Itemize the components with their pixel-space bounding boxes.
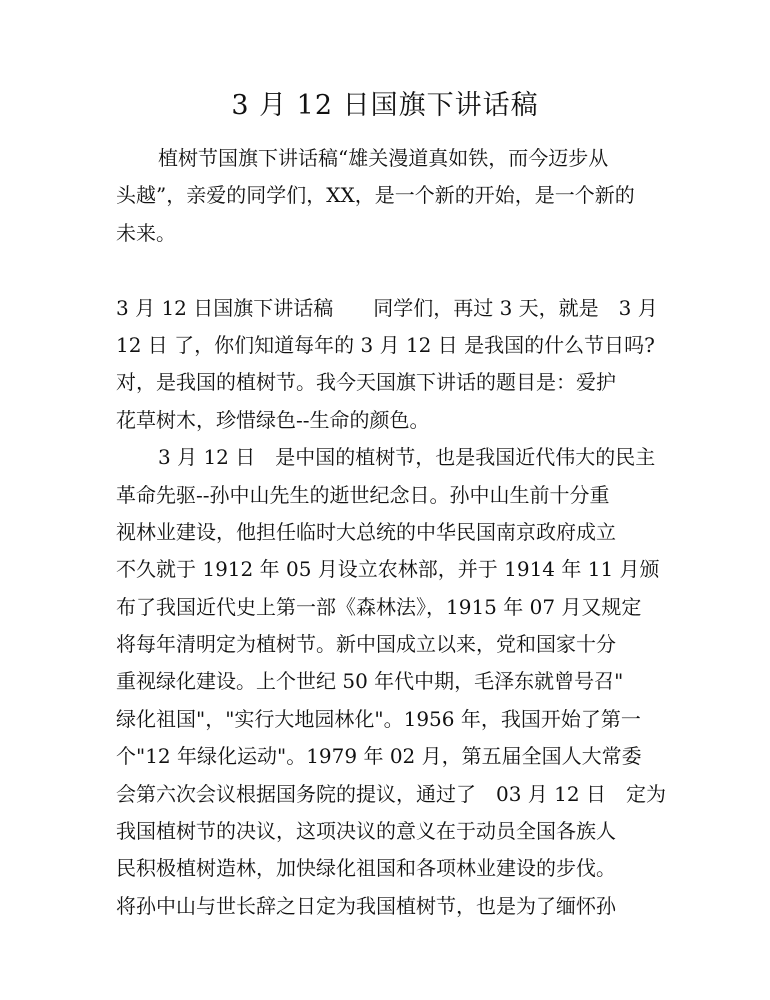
text-line: 花草树木，珍惜绿色--生命的颜色。	[116, 407, 430, 432]
text-line: 3 月 12 日国旗下讲话稿 同学们，再过 3 天，就是 3 月	[116, 295, 658, 320]
text-line: 对，是我国的植树节。我今天国旗下讲话的题目是：爱护	[116, 370, 616, 395]
text-line: 将孙中山与世长辞之日定为我国植树节，也是为了缅怀孙	[116, 893, 616, 918]
text-line: 视林业建设，他担任临时大总统的中华民国南京政府成立	[116, 519, 616, 544]
text-line: 会第六次会议根据国务院的提议，通过了 03 月 12 日 定为	[116, 781, 666, 806]
text-line: 不久就于 1912 年 05 月设立农林部，并于 1914 年 11 月颁	[116, 557, 660, 582]
document-title: 3 月 12 日国旗下讲话稿	[231, 90, 539, 121]
text-line: 3 月 12 日 是中国的植树节，也是我国近代伟大的民主	[158, 445, 656, 470]
paragraph-gap	[116, 252, 664, 289]
text-line: 12 日 了，你们知道每年的 3 月 12 日 是我国的什么节日吗?	[116, 332, 655, 357]
text-line: 将每年清明定为植树节。新中国成立以来，党和国家十分	[116, 632, 616, 657]
text-line: 革命先驱--孙中山先生的逝世纪念日。孙中山生前十分重	[116, 482, 610, 507]
document-body	[116, 140, 664, 925]
text-line: 未来。	[116, 220, 176, 245]
text-line: 头越”，亲爱的同学们，XX，是一个新的开始，是一个新的	[116, 183, 635, 208]
text-line: 重视绿化建设。上个世纪 50 年代中期，毛泽东就曾号召"	[116, 669, 624, 694]
text-line: 植树节国旗下讲话稿“雄关漫道真如铁，而今迈步从	[158, 146, 609, 170]
paragraph-intro	[116, 140, 664, 252]
text-line: 民积极植树造林，加快绿化祖国和各项林业建设的步伐。	[116, 856, 616, 881]
text-line: 绿化祖国"，"实行大地园林化"。1956 年，我国开始了第一	[116, 706, 641, 731]
text-line: 个"12 年绿化运动"。1979 年 02 月，第五届全国人大常委	[116, 744, 642, 769]
paragraph-topic	[116, 290, 664, 440]
text-line: 布了我国近代史上第一部《森林法》，1915 年 07 月又规定	[116, 594, 642, 619]
text-line: 我国植树节的决议，这项决议的意义在于动员全国各族人	[116, 819, 616, 844]
paragraph-history	[116, 439, 664, 925]
